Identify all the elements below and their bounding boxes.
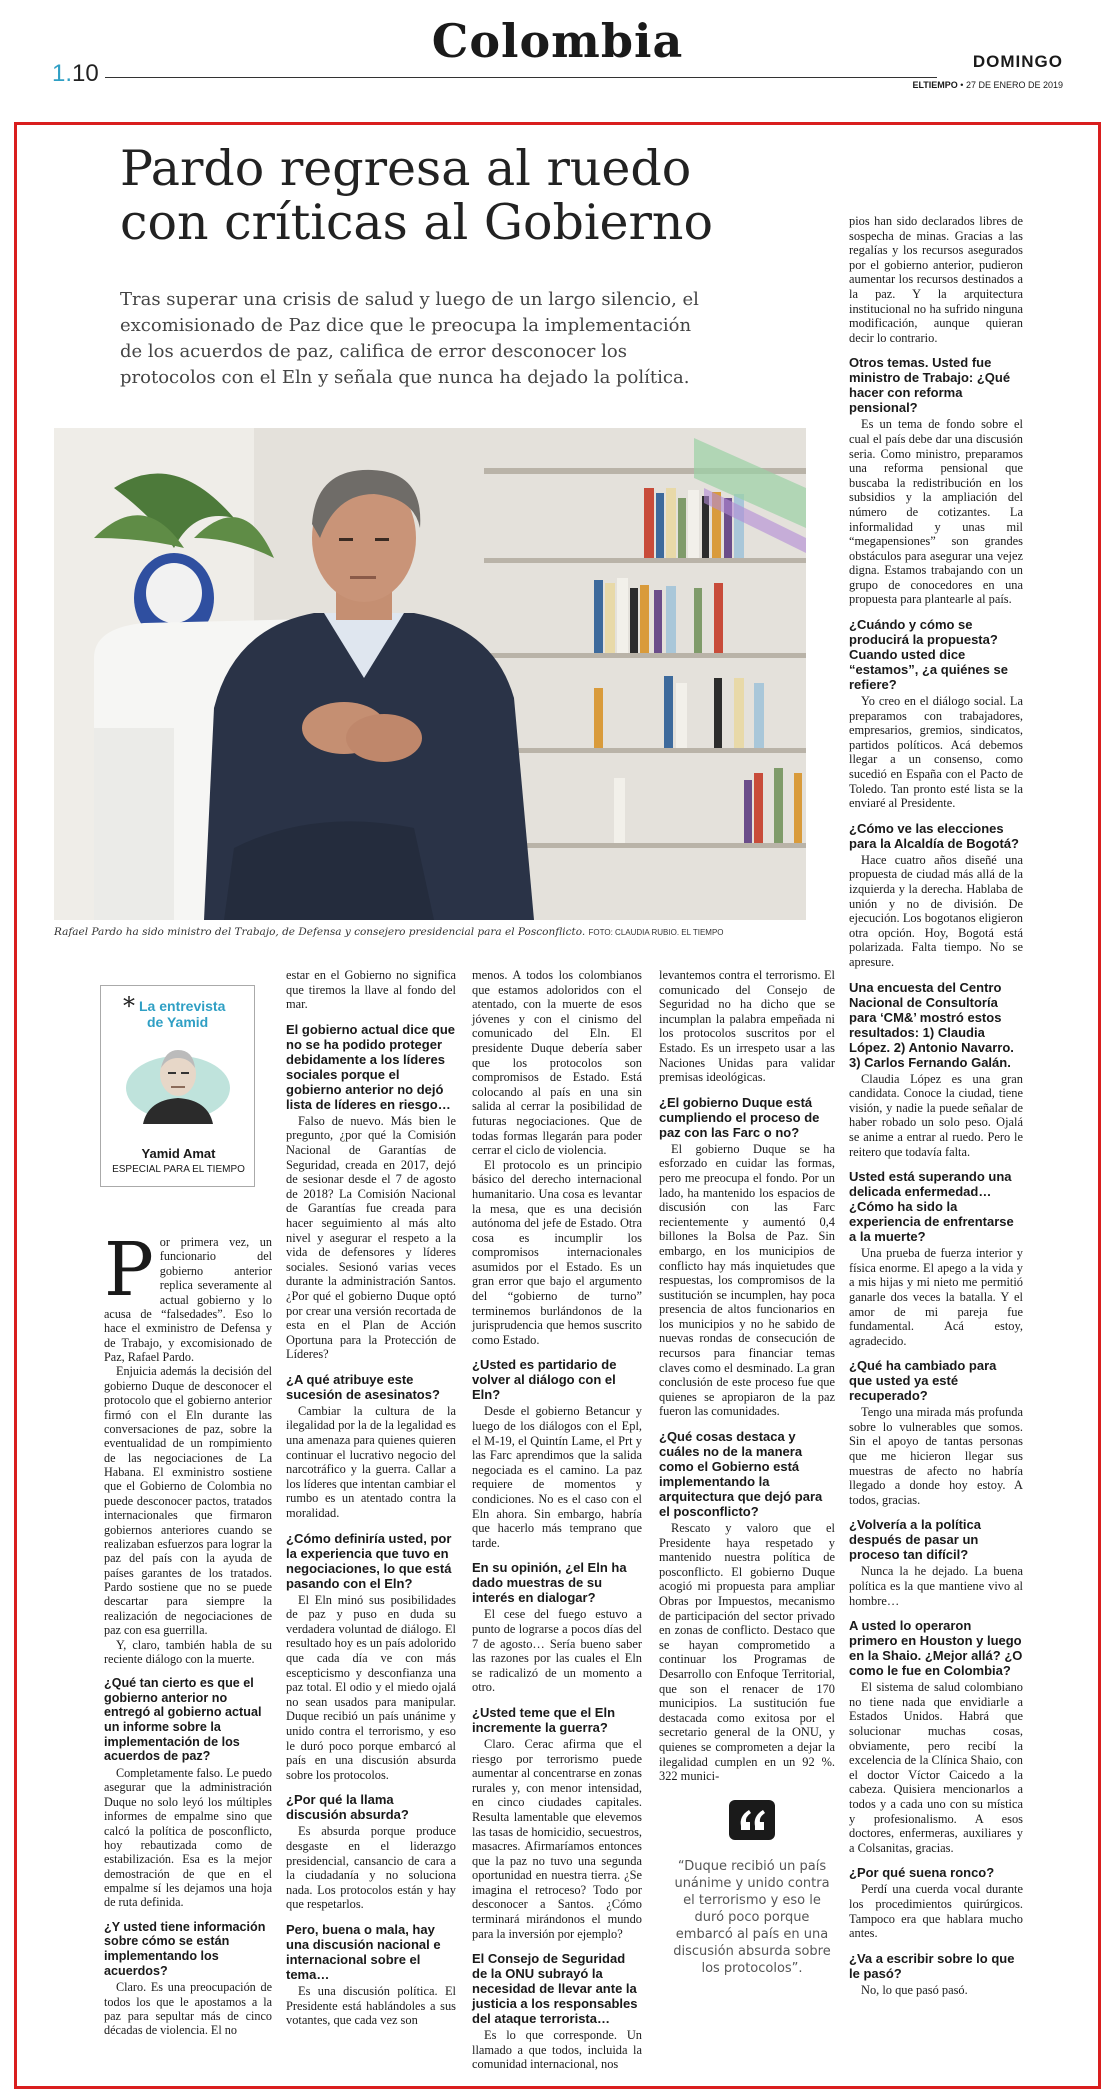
answer: Rescato y valoro que el Presidente haya respetado y mantenido nuestra política de posconflicto. El gobierno Duque acogió mi propuesta para ampliar Obras por Impuestos, mecanismo de participación del sector privado en zonas de conflicto. Destaco que se hayan comprometido a continuar los Programas de Desarrollo con Enfoque Territorial, que son el renacer de 170 municipios. La sustitución fue destacada como exitosa por el secretario general de la ONU, y quienes se comprometen a dejar la ilegalidad cumplen en un 92 %. 322 munici- <box>659 1521 835 1784</box>
lead-paragraph: Tras superar una crisis de salud y luego de un largo silencio, el excomisionado de Paz dice que le preocupa la implementación de los acuerdos de paz, califica de error desconocer los protocolos con el Eln y señala que nunca ha dejado la política. <box>120 289 699 388</box>
answer: El gobierno Duque se ha esforzado en cuidar las formas, pero me preocupa el fondo. Por un lado, ha mantenido los espacios de discusión con las Farc recientemente y aumentó 0,4 billones la Bolsa de Paz. Sin embargo, en los municipios de conflicto hay más inquietudes que respuestas, los compromisos de la sustitución se incumplen, hay poca presencia de altos funcionarios en los municipios y no he sabido de nuevas rondas de consecución de recursos para financiar temas claves como el desminado. La gran conclusión de este proceso fue que quienes se apropiaron de la paz fueron las comunidades. <box>659 1141 835 1419</box>
answer: Cambiar la cultura de la ilegalidad por la de la legalidad es una amenaza para quienes quieren continuar el lucrativo negocio del narcotráfico y la guerra. Callar a los líderes que intentan cambiar el rumbo es un atentado contra la moralidad. <box>286 1403 456 1521</box>
question: ¿Usted teme que el Eln incremente la guerra? <box>472 1704 616 1735</box>
question: ¿Qué tan cierto es que el gobierno anterior no entregó al gobierno actual un informe sobre la implementación de los acuerdos de paz? <box>104 1675 262 1764</box>
author-name: Yamid Amat <box>141 1146 216 1161</box>
author-portrait <box>123 1038 233 1124</box>
answer: Es un tema de fondo sobre el cual el país debe dar una discusión seria. Como ministro, preparamos una reforma pensional que buscaba la redistribución en los subsidios y la ampliación del número de cotizantes. La informalidad y unas mil “megapensiones” son grandes obstáculos para asegurar una vejez digna. Estamos trabajando con un grupo de conocedores en una propuesta para plantearle al país. <box>849 417 1023 607</box>
answer: Falso de nuevo. Más bien le pregunto, ¿por qué la Comisión Nacional de Garantías de Seguridad, creada en 2017, dejó de sesionar desde el 7 de agosto de 2018? La Comisión Nacional de Garantías fue creada para hacer seguimiento al más alto nivel y asegurar el respeto a la vida de defensores y líderes sociales. Sesionó varias veces durante la administración Santos. ¿Por qué el gobierno Duque optó por crear una versión recortada de esta en el Plan de Acción Oportuna para la Protección de Líderes? <box>286 1113 456 1362</box>
header-rule <box>105 77 937 78</box>
question: ¿Cómo ve las elecciones para la Alcaldía de Bogotá? <box>849 820 1020 851</box>
opening-paragraph: Por primera vez, un funcionario del gobierno anterior replica severamente al actual gobierno y lo acusa de “falsedades”. Eso lo hace el exministro de Defensa y de Trabajo, y excomisionado de Paz, Rafael Pardo. <box>104 1227 272 1364</box>
column-1 <box>104 1227 272 2038</box>
quote-mark-icon <box>729 1800 775 1840</box>
body-paragraph: El protocolo es un principio básico del derecho internacional humanitario. Una cosa es levantar la mesa, que es una decisión autónoma del jefe de Estado. Otra cosa es incumplir los compromisos internacionales asumidos por el Estado. Es un gran error que bajo el argumento del “gobierno de turno” terminemos burlándonos de la jurisprudencia que hemos suscrito como Estado. <box>472 1157 642 1347</box>
answer: Desde el gobierno Betancur y luego de los diálogos con el Epl, el M-19, el Quintín Lame, el Prt y las Farc aprendimos que la salida negociada es el camino. La paz requiere de momentos y condiciones. No es el caso con el Eln ahora. Sin embargo, habría que hacerlo más temprano que tarde. <box>472 1404 642 1550</box>
question: Usted está superando una delicada enfermedad… ¿Cómo ha sido la experiencia de enfrentarse a la muerte? <box>849 1169 1014 1245</box>
author-role: ESPECIAL PARA EL TIEMPO <box>112 1164 245 1175</box>
author-box <box>100 985 255 1187</box>
question: ¿Y usted tiene información sobre cómo se están implementando los acuerdos? <box>104 1919 266 1978</box>
body-paragraph: menos. A todos los colombianos que estamos adoloridos con el atentado, con la muerte de esos jóvenes y con el cinismo del comunicado del Eln. El presidente Duque debería saber que los protocolos son compromisos de Estado. Está colocando al país en una sin salida al cerrar la posibilidad de futuras negociaciones. Que de todas formas llegarán para poder cerrar el ciclo de violencia. <box>472 968 642 1158</box>
issue-date: ELTIEMPO • 27 DE ENERO DE 2019 <box>912 80 1063 90</box>
question: ¿El gobierno Duque está cumpliendo el proceso de paz con las Farc o no? <box>659 1094 820 1140</box>
question: ¿Qué cosas destaca y cuáles no de la manera como el Gobierno está implementando la arquitectura que dejó para el posconflicto? <box>659 1429 823 1520</box>
drop-cap: P <box>104 1227 154 1313</box>
answer: Hace cuatro años diseñé una propuesta de ciudad más allá de la izquierda y la derecha. Hablaba de unión y no de división. De ejecución. Los bogotanos eligieron otra opción. Hoy, Bogotá está polarizada. Falta tiempo. No se apresure. <box>849 852 1023 969</box>
answer: Nunca la he dejado. La buena política es la que mantiene vivo al hombre… <box>849 1564 1023 1608</box>
question: ¿Usted es partidario de volver al diálogo con el Eln? <box>472 1357 617 1403</box>
photo-caption: Rafael Pardo ha sido ministro del Trabajo, de Defensa y consejero presidencial para el Posconflicto. FOTO: CLAUDIA RUBIO. EL TIEMPO <box>54 926 724 938</box>
question: Pero, buena o mala, hay una discusión nacional e internacional sobre el tema… <box>286 1921 441 1982</box>
pull-quote-text: “Duque recibió un país unánime y unido contra el terrorismo y eso le duró poco porque embarcó al país en una discusión absurda sobre los protocolos”. <box>673 1859 831 1976</box>
answer: Una prueba de fuerza interior y física enorme. El apego a la vida y a mis hijas y mi nieto me permitió ganarle dos veces la batalla. Y el amor de mi pareja fue fundamental. Acá estoy, agradecido. <box>849 1246 1023 1348</box>
answer: El Eln minó sus posibilidades de paz y puso en duda su verdadera voluntad de diálogo. El resultado hoy es un país adolorido que cada día ve con más escepticismo y desconfianza una paz total. El odio y el miedo ojalá no sean usados para manipular. Duque recibió un país unánime y unido contra el terrorismo, y eso le duró poco porque embarcó al país en una discusión absurda sobre los protocolos. <box>286 1592 456 1782</box>
question: ¿Cómo definiría usted, por la experiencia que tuvo en negociaciones, lo que está pasando con el Eln? <box>286 1530 452 1591</box>
question: El Consejo de Seguridad de la ONU subrayó la necesidad de llevar ante la justicia a los responsables del ataque terrorista… <box>472 1951 638 2027</box>
column-5 <box>849 214 1023 1997</box>
answer: Claudia López es una gran candidata. Conoce la ciudad, tiene visión, y nadie la puede señalar de haber robado un solo peso. Ojalá se anime a entrar al ruedo. Pero le reitero que todavía falta. <box>849 1071 1023 1159</box>
answer: Yo creo en el diálogo social. La preparamos con trabajadores, empresarios, gremios, sindicatos, partidos políticos. Acá debemos llegar a un consenso, como sucedió en España con el Pacto de Toledo. Tan pronto esté lista se la enviaré al Presidente. <box>849 694 1023 811</box>
page-number: 1.10 <box>52 60 99 87</box>
asterisk-icon: * <box>123 992 135 1020</box>
answer: Es absurda porque produce desgaste en el liderazgo presidencial, cansancio de cara a la ciudadanía y no soluciona nada. Los protocolos están y hay que respetarlos. <box>286 1824 456 1912</box>
question: Otros temas. Usted fue ministro de Trabajo: ¿Qué hacer con reforma pensional? <box>849 355 1011 416</box>
answer: Es una discusión política. El Presidente está hablándoles a sus votantes, que cada vez son <box>286 1983 456 2028</box>
answer: No, lo que pasó pasó. <box>861 1982 968 1997</box>
question: ¿Qué ha cambiado para que usted ya esté recuperado? <box>849 1358 997 1404</box>
answer: Tengo una mirada más profunda sobre lo vulnerables que somos. Sin el apoyo de tantas personas que me hicieron llegar sus muestras de afecto no habría llegado a donde hoy estoy. A todos, gracias. <box>849 1405 1023 1507</box>
question: ¿Va a escribir sobre lo que le pasó? <box>849 1950 1015 1981</box>
question: ¿Por qué la llama discusión absurda? <box>286 1792 409 1823</box>
question: El gobierno actual dice que no se ha podido proteger debidamente a los líderes sociales porque el gobierno anterior no dejó lista de líderes en riesgo… <box>286 1021 456 1112</box>
column-2 <box>286 968 456 2028</box>
answer: Perdí una cuerda vocal durante los procedimientos quirúrgicos. Tampoco era que hablara mucho antes. <box>849 1882 1023 1941</box>
body-paragraph: estar en el Gobierno no significa que tiremos la llave al fondo del mar. <box>286 968 456 1012</box>
day-label: DOMINGO <box>972 52 1063 71</box>
question: ¿A qué atribuye este sucesión de asesinatos? <box>286 1371 440 1402</box>
question: A usted lo operaron primero en Houston y luego en la Shaio. ¿Mejor allá? ¿O como le fue en Colombia? <box>849 1618 1023 1679</box>
column-3 <box>472 968 642 2072</box>
pull-quote <box>673 1800 831 1977</box>
answer: El cese del fuego estuvo a punto de lograrse a pocos días del 7 de agosto… Sería bueno saber las razones por las cuales el Eln se radicalizó de un momento a otro. <box>472 1607 642 1695</box>
article-photo <box>54 428 806 920</box>
question: ¿Cuándo y cómo se producirá la propuesta? Cuando usted dice “estamos”, ¿a quiénes se refiere? <box>849 617 1008 693</box>
photo-credit: FOTO: CLAUDIA RUBIO. EL TIEMPO <box>588 928 724 937</box>
body-paragraph: pios han sido declarados libres de sospecha de minas. Gracias a las regalías y los recursos asegurados por el gobierno anterior, pudieron aumentar los recursos destinados a la paz. Y la arquitectura institucional no ha sufrido ninguna modificación, aunque quieran decir lo contrario. <box>849 214 1023 345</box>
portrait-photo-illustration <box>54 428 806 920</box>
interview-brand: La entrevista de Yamid <box>139 998 226 1030</box>
question: ¿Por qué suena ronco? <box>849 1865 995 1881</box>
headline: Pardo regresa al ruedo con críticas al Gobierno <box>120 140 713 251</box>
column-4 <box>659 968 835 1784</box>
page-header <box>0 0 1115 110</box>
answer: Claro. Es una preocupación de todos los que le apostamos a la paz para sepultar más de cinco décadas de violencia. El no <box>104 1980 272 2038</box>
question: Una encuesta del Centro Nacional de Consultoría para ‘CM&’ mostró estos resultados: 1) Claudia López. 2) Antonio Navarro. 3) Carlos Fernando Galán. <box>849 979 1014 1070</box>
question: ¿Volvería a la política después de pasar un proceso tan difícil? <box>849 1517 981 1563</box>
body-paragraph: Y, claro, también habla de su reciente diálogo con la muerte. <box>104 1637 272 1666</box>
answer: Claro. Cerac afirma que el riesgo por terrorismo puede aumentar al concentrarse en zonas rurales y, con menor intensidad, en cinco ciudades capitales. Resulta lamentable que elevemos las tasas de homicidio, secuestros, masacres. Afirmaríamos entonces que la paz no tuvo una segunda oportunidad en nuestra tierra. ¿Se imagina el retroceso? Todo por desconocer a Santos. ¿Cómo terminará mirándonos el mundo para la inversión por ejemplo? <box>472 1736 642 1941</box>
body-paragraph: Enjuicia además la decisión del gobierno Duque de desconocer el protocolo que el gobierno anterior firmó con el Eln durante las conversaciones de paz, sobre la eventualidad de un rompimiento de las negociaciones de La Habana. El exministro sostiene que el Gobierno de Colombia no puede desconocer pactos, tratados internacionales que firmaron gobiernos anteriores cuando se realizaban esfuerzos para lograr la paz del país con la ayuda de países garantes de los tratados. Pardo sostiene que no se puede descartar para siempre la realización de negociaciones de paz con esa guerrilla. <box>104 1364 272 1638</box>
body-paragraph: levantemos contra el terrorismo. El comunicado del Consejo de Seguridad no ha dicho que se incumplan la palabra empeñada ni los protocolos suscritos por el Estado. Es un irrespeto usar a las Naciones Unidas para validar premisas ideológicas. <box>659 968 835 1085</box>
section-title: Colombia <box>431 14 684 68</box>
answer: El sistema de salud colombiano no tiene nada que envidiarle a Estados Unidos. Habrá que solucionar muchas cosas, obviamente, pero recibí la excelencia de la Clínica Shaio, con el doctor Víctor Caicedo a la cabeza. Quisiera mencionarlos a todos y a cada uno con su mística y profesionalismo. A esos doctores, enfermeras, auxiliares y a Colsanitas, gracias. <box>849 1680 1023 1855</box>
answer: Es lo que corresponde. Un llamado a que todos, incluida la comunidad internacional, nos <box>472 2028 642 2072</box>
question: En su opinión, ¿el Eln ha dado muestras de su interés en dialogar? <box>472 1560 627 1606</box>
answer: Completamente falso. Le puedo asegurar que la administración Duque no solo leyó los múltiples informes de empalme sino que calcó la política de posconflicto, hoy rebautizada como de estabilización. Esa es la mejor demostración de que en el empalme sí les dejamos una hoja de ruta definida. <box>104 1766 272 1910</box>
